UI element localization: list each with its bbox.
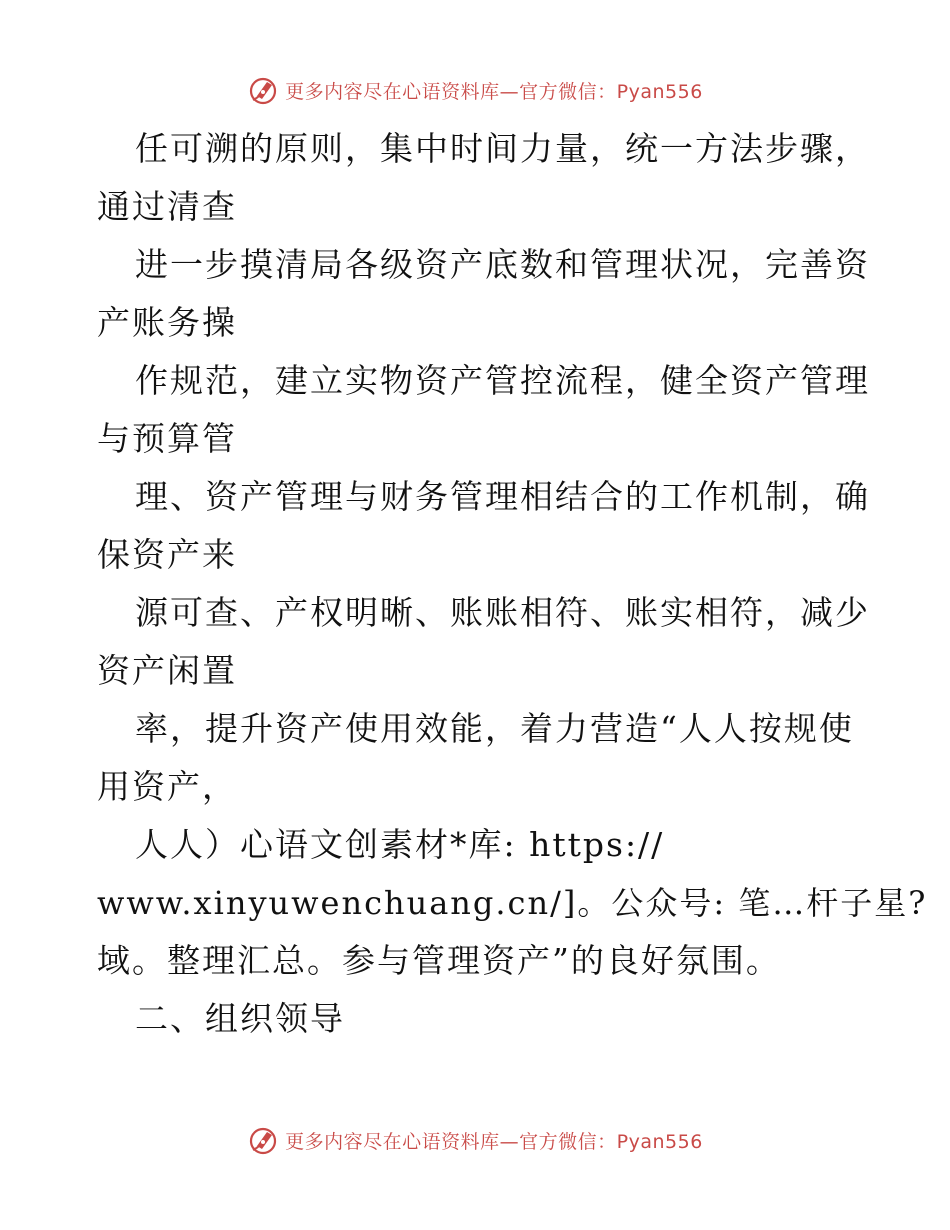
paragraph-line: 产账务操 bbox=[97, 303, 237, 342]
paragraph-line: 保资产来 bbox=[97, 535, 237, 574]
paragraph-line: 源可查、产权明晰、账账相符、账实相符，减少 bbox=[135, 593, 870, 632]
paragraph-line: 理、资产管理与财务管理相结合的工作机制，确 bbox=[135, 477, 870, 516]
paragraph-line: 任可溯的原则，集中时间力量，统一方法步骤， bbox=[135, 129, 870, 168]
pen-nib-logo-icon bbox=[247, 74, 279, 106]
paragraph-line: 进一步摸清局各级资产底数和管理状况，完善资 bbox=[135, 245, 870, 284]
paragraph-line: 用资产， bbox=[97, 767, 237, 806]
section-heading: 二、组织领导 bbox=[135, 999, 345, 1038]
paragraph-line: 率，提升资产使用效能，着力营造“人人按规使 bbox=[135, 709, 854, 748]
paragraph-line: 通过清查 bbox=[97, 187, 237, 226]
paragraph-line: 作规范，建立实物资产管控流程，健全资产管理 bbox=[135, 361, 870, 400]
paragraph-line: www.xinyuwenchuang.cn/]。公众号: 笔…杆子星? bbox=[97, 884, 928, 922]
paragraph-line: 域。整理汇总。参与管理资产”的良好氛围。 bbox=[97, 941, 781, 980]
pen-nib-logo-icon bbox=[247, 1124, 279, 1156]
footer-watermark-text: 更多内容尽在心语资料库—官方微信：Pyan556 bbox=[285, 1130, 703, 1153]
header-watermark bbox=[0, 70, 950, 110]
paragraph-line: 资产闲置 bbox=[97, 651, 237, 690]
header-watermark-text: 更多内容尽在心语资料库—官方微信：Pyan556 bbox=[285, 80, 703, 103]
footer-watermark bbox=[0, 1120, 950, 1160]
paragraph-line: 与预算管 bbox=[97, 419, 237, 458]
paragraph-line: 人人）心语文创素材*库: https:// bbox=[135, 825, 665, 864]
